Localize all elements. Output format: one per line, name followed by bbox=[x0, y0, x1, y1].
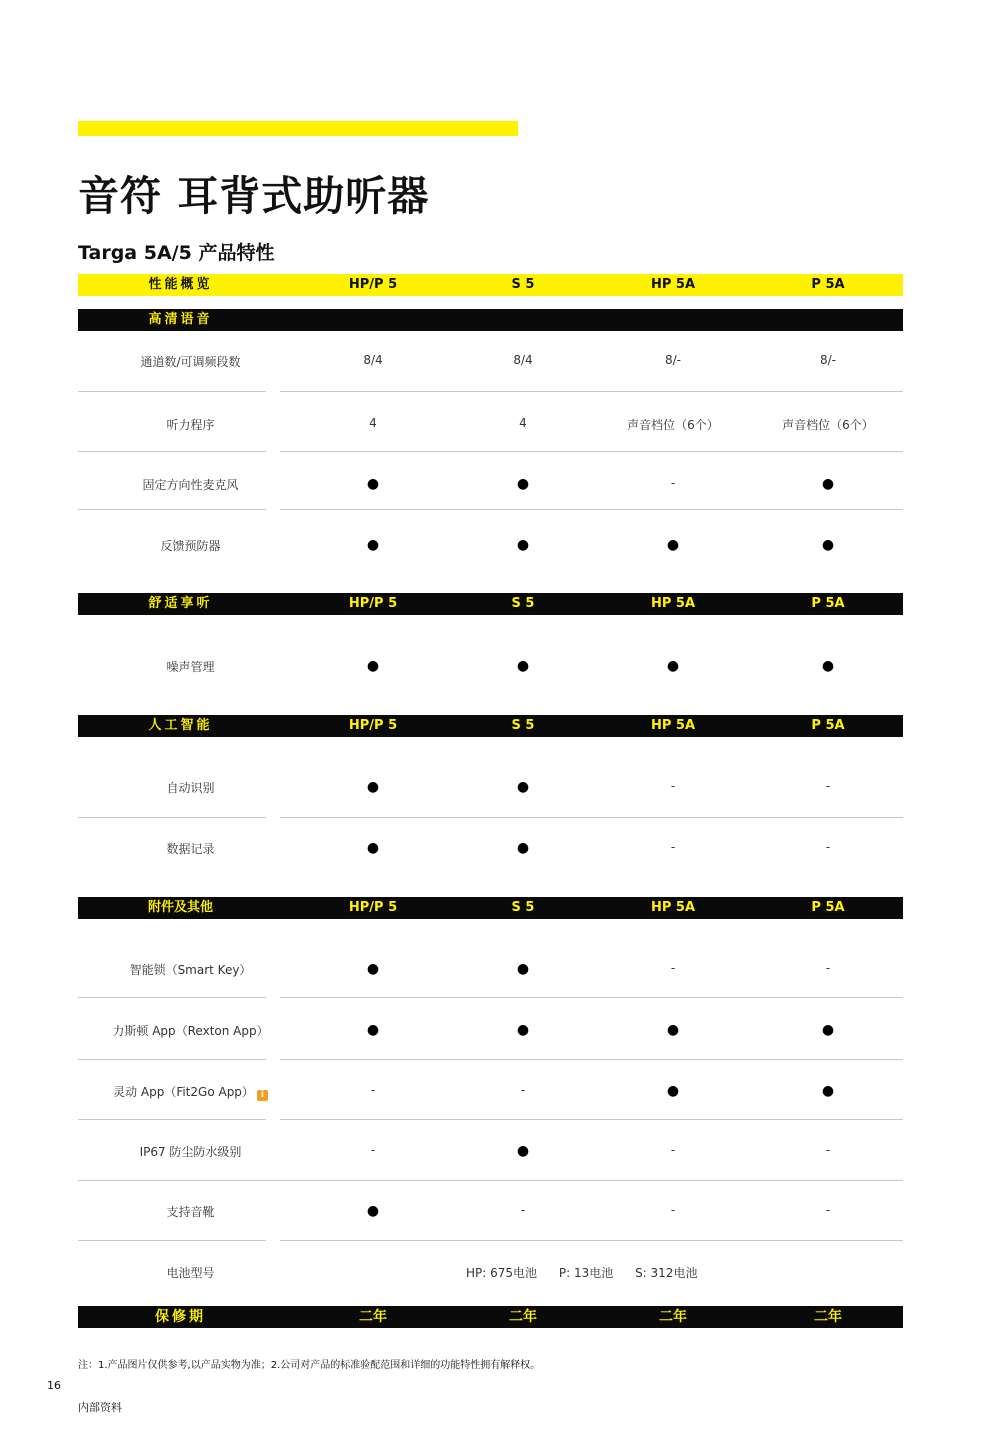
divider bbox=[78, 451, 266, 452]
row-value: ● bbox=[666, 1022, 680, 1038]
column-header: P 5A bbox=[811, 718, 845, 733]
column-header: HP 5A bbox=[650, 277, 696, 292]
row-value: 8/- bbox=[664, 353, 681, 367]
row-value: ● bbox=[516, 840, 530, 856]
divider bbox=[280, 817, 903, 818]
row-value: ● bbox=[516, 476, 530, 492]
row-label: 自动识别 bbox=[166, 781, 215, 795]
page-title: 音符 耳背式助听器 bbox=[78, 172, 430, 220]
column-header: HP/P 5 bbox=[348, 718, 398, 733]
column-header: P 5A bbox=[811, 277, 845, 292]
row-value: - bbox=[670, 1203, 676, 1217]
row-value: 4 bbox=[369, 416, 377, 430]
warranty-value: 二年 bbox=[359, 1309, 387, 1325]
page-number: 16 bbox=[47, 1379, 61, 1392]
row-value: ● bbox=[666, 537, 680, 553]
info-badge-icon: i bbox=[257, 1090, 268, 1101]
section-label: 高清语音 bbox=[148, 312, 213, 327]
divider bbox=[280, 509, 903, 510]
divider bbox=[78, 817, 266, 818]
column-header: P 5A bbox=[811, 596, 845, 611]
section-label: 舒适享听 bbox=[148, 596, 213, 611]
column-header: HP/P 5 bbox=[348, 900, 398, 915]
row-label: 听力程序 bbox=[166, 418, 215, 432]
battery-hp: HP: 675电池 bbox=[466, 1266, 538, 1280]
row-value: 声音档位（6个） bbox=[782, 418, 874, 432]
row-value: ● bbox=[821, 537, 835, 553]
row-label: 灵动 App（Fit2Go App） bbox=[113, 1085, 254, 1099]
warranty-value: 二年 bbox=[814, 1309, 842, 1325]
row-label: 智能锁（Smart Key） bbox=[129, 963, 252, 977]
row-value: - bbox=[520, 1083, 526, 1097]
battery-s: S: 312电池 bbox=[635, 1266, 698, 1280]
page-subtitle: Targa 5A/5 产品特性 bbox=[78, 242, 275, 264]
row-value: ● bbox=[366, 1022, 380, 1038]
column-header: P 5A bbox=[811, 900, 845, 915]
row-value: ● bbox=[821, 658, 835, 674]
row-value: - bbox=[670, 961, 676, 975]
row-value: ● bbox=[516, 779, 530, 795]
row-label: IP67 防尘防水级别 bbox=[139, 1145, 242, 1159]
row-value: ● bbox=[516, 1143, 530, 1159]
column-header: HP 5A bbox=[650, 718, 696, 733]
footnote: 注：1.产品图片仅供参考,以产品实物为准；2.公司对产品的标准验配范围和详细的功能特性拥有解释权。 bbox=[78, 1360, 541, 1371]
row-value: ● bbox=[666, 658, 680, 674]
row-value: ● bbox=[366, 658, 380, 674]
warranty-value: 二年 bbox=[659, 1309, 687, 1325]
row-value: - bbox=[370, 1143, 376, 1157]
section-label: 附件及其他 bbox=[147, 900, 213, 915]
row-value: 8/4 bbox=[513, 353, 533, 367]
column-header: HP 5A bbox=[650, 900, 696, 915]
row-value: ● bbox=[366, 537, 380, 553]
section-band-comfort bbox=[78, 593, 903, 615]
divider bbox=[280, 1059, 903, 1060]
row-value: ● bbox=[366, 840, 380, 856]
divider bbox=[78, 1059, 266, 1060]
row-value: ● bbox=[821, 1022, 835, 1038]
battery-types bbox=[466, 1264, 715, 1281]
column-header: S 5 bbox=[511, 718, 535, 733]
row-value: 声音档位（6个） bbox=[627, 418, 719, 432]
header-label: 性能概览 bbox=[148, 277, 213, 292]
divider bbox=[78, 1180, 903, 1181]
battery-p: P: 13电池 bbox=[558, 1266, 614, 1280]
accent-bar bbox=[78, 121, 518, 136]
row-label: 通道数/可调频段数 bbox=[140, 355, 241, 369]
row-value: ● bbox=[366, 779, 380, 795]
section-band-ai bbox=[78, 715, 903, 737]
section-label: 保修期 bbox=[155, 1309, 206, 1325]
divider bbox=[78, 509, 266, 510]
row-value: ● bbox=[821, 476, 835, 492]
row-value: ● bbox=[366, 961, 380, 977]
row-value: ● bbox=[516, 537, 530, 553]
row-value: 4 bbox=[519, 416, 527, 430]
divider bbox=[78, 1240, 266, 1241]
column-header: S 5 bbox=[511, 596, 535, 611]
row-value: - bbox=[370, 1083, 376, 1097]
row-value: - bbox=[825, 840, 831, 854]
row-value: - bbox=[825, 1203, 831, 1217]
row-value: ● bbox=[516, 961, 530, 977]
row-value: ● bbox=[516, 1022, 530, 1038]
internal-label: 内部资料 bbox=[78, 1401, 122, 1414]
row-label: 电池型号 bbox=[166, 1266, 215, 1280]
column-header: HP 5A bbox=[650, 596, 696, 611]
divider bbox=[78, 1119, 266, 1120]
row-value: - bbox=[825, 779, 831, 793]
column-header: HP/P 5 bbox=[348, 596, 398, 611]
section-band-accessories bbox=[78, 897, 903, 919]
column-header: HP/P 5 bbox=[348, 277, 398, 292]
section-band-clear-voice bbox=[78, 309, 903, 331]
row-value: ● bbox=[366, 476, 380, 492]
divider bbox=[78, 997, 266, 998]
table-header-band bbox=[78, 274, 903, 296]
divider bbox=[280, 391, 903, 392]
row-value: - bbox=[670, 779, 676, 793]
divider bbox=[280, 997, 903, 998]
column-header: S 5 bbox=[511, 277, 535, 292]
divider bbox=[280, 1240, 903, 1241]
row-value: - bbox=[670, 476, 676, 490]
row-label: 数据记录 bbox=[166, 842, 215, 856]
divider bbox=[280, 451, 903, 452]
row-value: - bbox=[825, 961, 831, 975]
row-value: - bbox=[670, 1143, 676, 1157]
section-band-warranty bbox=[78, 1306, 903, 1328]
row-value: ● bbox=[366, 1203, 380, 1219]
row-value: - bbox=[825, 1143, 831, 1157]
warranty-value: 二年 bbox=[509, 1309, 537, 1325]
divider bbox=[78, 391, 266, 392]
divider bbox=[280, 1119, 903, 1120]
row-label-with-badge bbox=[78, 1083, 303, 1101]
row-value: - bbox=[520, 1203, 526, 1217]
row-label: 反馈预防器 bbox=[160, 539, 221, 553]
row-value: 8/- bbox=[819, 353, 836, 367]
section-label: 人工智能 bbox=[148, 718, 213, 733]
row-label: 支持音靴 bbox=[166, 1205, 215, 1219]
row-value: - bbox=[670, 840, 676, 854]
column-header: S 5 bbox=[511, 900, 535, 915]
row-label: 噪声管理 bbox=[166, 660, 215, 674]
row-label: 固定方向性麦克风 bbox=[142, 478, 239, 492]
row-value: 8/4 bbox=[363, 353, 383, 367]
row-value: ● bbox=[666, 1083, 680, 1099]
row-label: 力斯顿 App（Rexton App） bbox=[112, 1024, 269, 1038]
row-value: ● bbox=[821, 1083, 835, 1099]
row-value: ● bbox=[516, 658, 530, 674]
